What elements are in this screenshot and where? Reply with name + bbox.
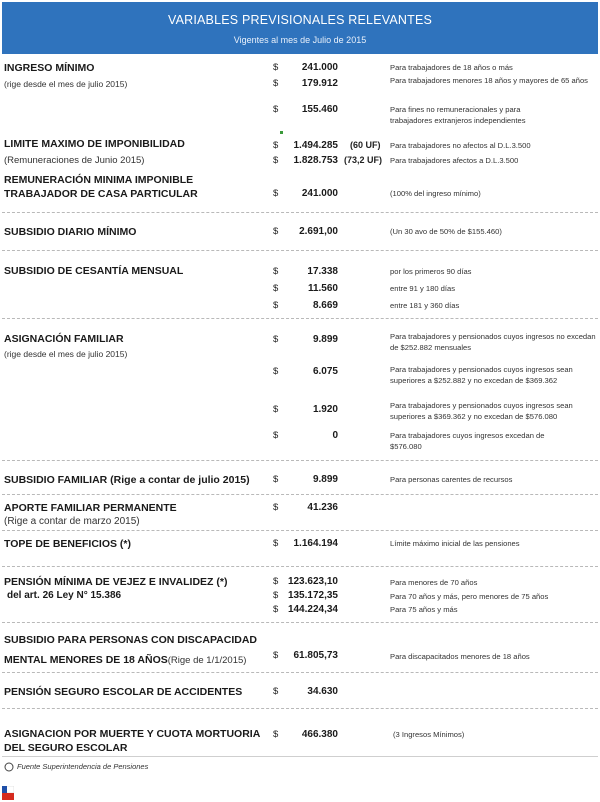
row-divider	[2, 566, 598, 567]
cesantia-label: SUBSIDIO DE CESANTÍA MENSUAL	[4, 265, 184, 277]
subsidio-diario-desc: (Un 30 avo de 50% de $155.460)	[390, 227, 502, 236]
currency-symbol: $	[273, 155, 279, 166]
ingreso-minimo-desc: Para fines no remuneracionales y para trabajadores extranjeros independientes	[390, 105, 526, 125]
subsidio-diario-value: 2.691,00	[299, 226, 338, 237]
remuneracion-value: 241.000	[301, 188, 338, 199]
aporte-familiar-label: APORTE FAMILIAR PERMANENTE	[4, 502, 177, 514]
cesantia-desc: entre 181 y 360 días	[390, 301, 460, 310]
aporte-familiar-note: (Rige a contar de marzo 2015)	[4, 516, 140, 527]
currency-symbol: $	[273, 62, 279, 73]
limite-value: 1.494.285	[293, 140, 338, 151]
asignacion-desc: Para trabajadores y pensionados cuyos ingresos sean superiores a $369.362 y no excedan de $576.080	[390, 401, 573, 421]
source-note: Fuente Superintendencia de Pensiones	[17, 762, 149, 771]
chile-flag-icon	[2, 786, 14, 800]
green-mark	[280, 131, 283, 134]
asignacion-familiar-note: (rige desde el mes de julio 2015)	[4, 349, 128, 359]
currency-symbol: $	[273, 538, 279, 549]
subsidio-discapacidad-value: 61.805,73	[293, 650, 338, 661]
asignacion-familiar-label: ASIGNACIÓN FAMILIAR	[4, 333, 124, 345]
pension-escolar-value: 34.630	[307, 686, 338, 697]
currency-symbol: $	[273, 430, 279, 441]
asignacion-value: 0	[332, 430, 338, 441]
ingreso-minimo-note: (rige desde el mes de julio 2015)	[4, 79, 128, 89]
subsidio-discapacidad-note: (Rige de 1/1/2015)	[167, 655, 247, 666]
currency-symbol: $	[273, 686, 279, 697]
limite-value: 1.828.753	[293, 155, 338, 166]
ingreso-minimo-label: INGRESO MÍNIMO	[4, 62, 95, 74]
asignacion-desc: Para trabajadores y pensionados cuyos ingresos no excedan de $252.882 mensuales	[390, 332, 596, 352]
asignacion-desc: Para trabajadores y pensionados cuyos ingresos sean superiores a $252.882 y no excedan de $369.362	[390, 365, 573, 385]
cesantia-value: 8.669	[312, 300, 338, 311]
limite-uf: (60 UF)	[350, 140, 381, 150]
limite-imponibilidad-label: LIMITE MAXIMO DE IMPONIBILIDAD	[4, 138, 185, 150]
limite-imponibilidad-note: (Remuneraciones de Junio 2015)	[4, 155, 145, 166]
asignacion-desc: Para trabajadores cuyos ingresos excedan de $576.080	[390, 431, 545, 451]
pension-minima-value: 123.623,10	[287, 576, 338, 587]
circle-icon	[4, 762, 14, 772]
subsidio-discapacidad-label: SUBSIDIO PARA PERSONAS CON DISCAPACIDAD	[4, 634, 257, 646]
currency-symbol: $	[273, 226, 279, 237]
table-header	[2, 2, 598, 54]
asignacion-muerte-label: DEL SEGURO ESCOLAR	[4, 742, 128, 754]
currency-symbol: $	[273, 366, 279, 377]
currency-symbol: $	[273, 78, 279, 89]
currency-symbol: $	[273, 474, 279, 485]
ingreso-minimo-value: 155.460	[301, 104, 338, 115]
subsidio-discapacidad-label-2	[4, 650, 246, 668]
currency-symbol: $	[273, 140, 279, 151]
pension-minima-label: del art. 26 Ley N° 15.386	[7, 590, 122, 601]
row-divider	[2, 460, 598, 461]
pension-escolar-label: PENSIÓN SEGURO ESCOLAR DE ACCIDENTES	[4, 686, 243, 698]
aporte-familiar-value: 41.236	[307, 502, 338, 513]
pension-minima-value: 144.224,34	[287, 604, 338, 615]
remuneracion-label: TRABAJADOR DE CASA PARTICULAR	[4, 188, 198, 200]
asignacion-muerte-value: 466.380	[301, 729, 338, 740]
ingreso-minimo-desc: Para trabajadores menores 18 años y mayores de 65 años	[390, 76, 588, 85]
pension-minima-label: PENSIÓN MÍNIMA DE VEJEZ E INVALIDEZ (*)	[4, 576, 228, 588]
asignacion-muerte-label: ASIGNACION POR MUERTE Y CUOTA MORTUORIA	[4, 728, 261, 740]
page-title: VARIABLES PREVISIONALES RELEVANTES	[167, 13, 433, 27]
row-divider	[2, 708, 598, 709]
pension-minima-desc: Para 70 años y más, pero menores de 75 años	[390, 592, 549, 601]
limite-uf: (73,2 UF)	[344, 155, 383, 165]
asignacion-value: 6.075	[312, 366, 338, 377]
ingreso-minimo-value: 179.912	[301, 78, 338, 89]
subsidio-diario-label: SUBSIDIO DIARIO MÍNIMO	[4, 226, 137, 238]
cesantia-desc: entre 91 y 180 días	[390, 284, 456, 293]
subsidio-familiar-desc: Para personas carentes de recursos	[390, 475, 513, 484]
tope-beneficios-desc: Límite máximo inicial de las pensiones	[390, 539, 520, 548]
row-divider	[2, 672, 598, 673]
asignacion-value: 9.899	[312, 334, 338, 345]
subsidio-familiar-value: 9.899	[312, 474, 338, 485]
cesantia-desc: por los primeros 90 días	[390, 267, 472, 276]
cesantia-value: 17.338	[307, 266, 338, 277]
row-divider	[2, 622, 598, 623]
subsidio-discapacidad-label: MENTAL MENORES DE 18 AÑOS	[4, 654, 168, 666]
currency-symbol: $	[273, 334, 279, 345]
page-subtitle: Vigentes al mes de Julio de 2015	[233, 35, 367, 45]
ingreso-minimo-desc: Para trabajadores de 18 años o más	[390, 63, 513, 72]
asignacion-value: 1.920	[312, 404, 338, 415]
row-divider	[2, 756, 598, 757]
ingreso-minimo-value: 241.000	[301, 62, 338, 73]
asignacion-muerte-desc: (3 Ingresos Mínimos)	[393, 730, 465, 739]
currency-symbol: $	[273, 283, 279, 294]
limite-desc: Para trabajadores afectos a D.L.3.500	[390, 156, 519, 165]
row-divider	[2, 318, 598, 319]
tope-beneficios-label: TOPE DE BENEFICIOS (*)	[4, 538, 131, 550]
tope-beneficios-value: 1.164.194	[293, 538, 338, 549]
row-divider	[2, 250, 598, 251]
limite-desc: Para trabajadores no afectos al D.L.3.500	[390, 141, 531, 150]
currency-symbol: $	[273, 502, 279, 513]
pension-minima-desc: Para menores de 70 años	[390, 578, 478, 587]
remuneracion-label: REMUNERACIÓN MINIMA IMPONIBLE	[4, 174, 194, 186]
currency-symbol: $	[273, 590, 279, 601]
currency-symbol: $	[273, 104, 279, 115]
pension-minima-value: 135.172,35	[287, 590, 338, 601]
currency-symbol: $	[273, 604, 279, 615]
currency-symbol: $	[273, 729, 279, 740]
subsidio-discapacidad-desc: Para discapacitados menores de 18 años	[390, 652, 530, 661]
currency-symbol: $	[273, 576, 279, 587]
pension-minima-desc: Para 75 años y más	[390, 605, 458, 614]
currency-symbol: $	[273, 188, 279, 199]
currency-symbol: $	[273, 404, 279, 415]
remuneracion-desc: (100% del ingreso mínimo)	[390, 189, 481, 198]
currency-symbol: $	[273, 300, 279, 311]
row-divider	[2, 530, 598, 531]
row-divider	[2, 494, 598, 495]
subsidio-familiar-label: SUBSIDIO FAMILIAR (Rige a contar de julio 2015)	[4, 474, 250, 486]
cesantia-value: 11.560	[307, 283, 338, 294]
currency-symbol: $	[273, 266, 279, 277]
currency-symbol: $	[273, 650, 279, 661]
row-divider	[2, 212, 598, 213]
